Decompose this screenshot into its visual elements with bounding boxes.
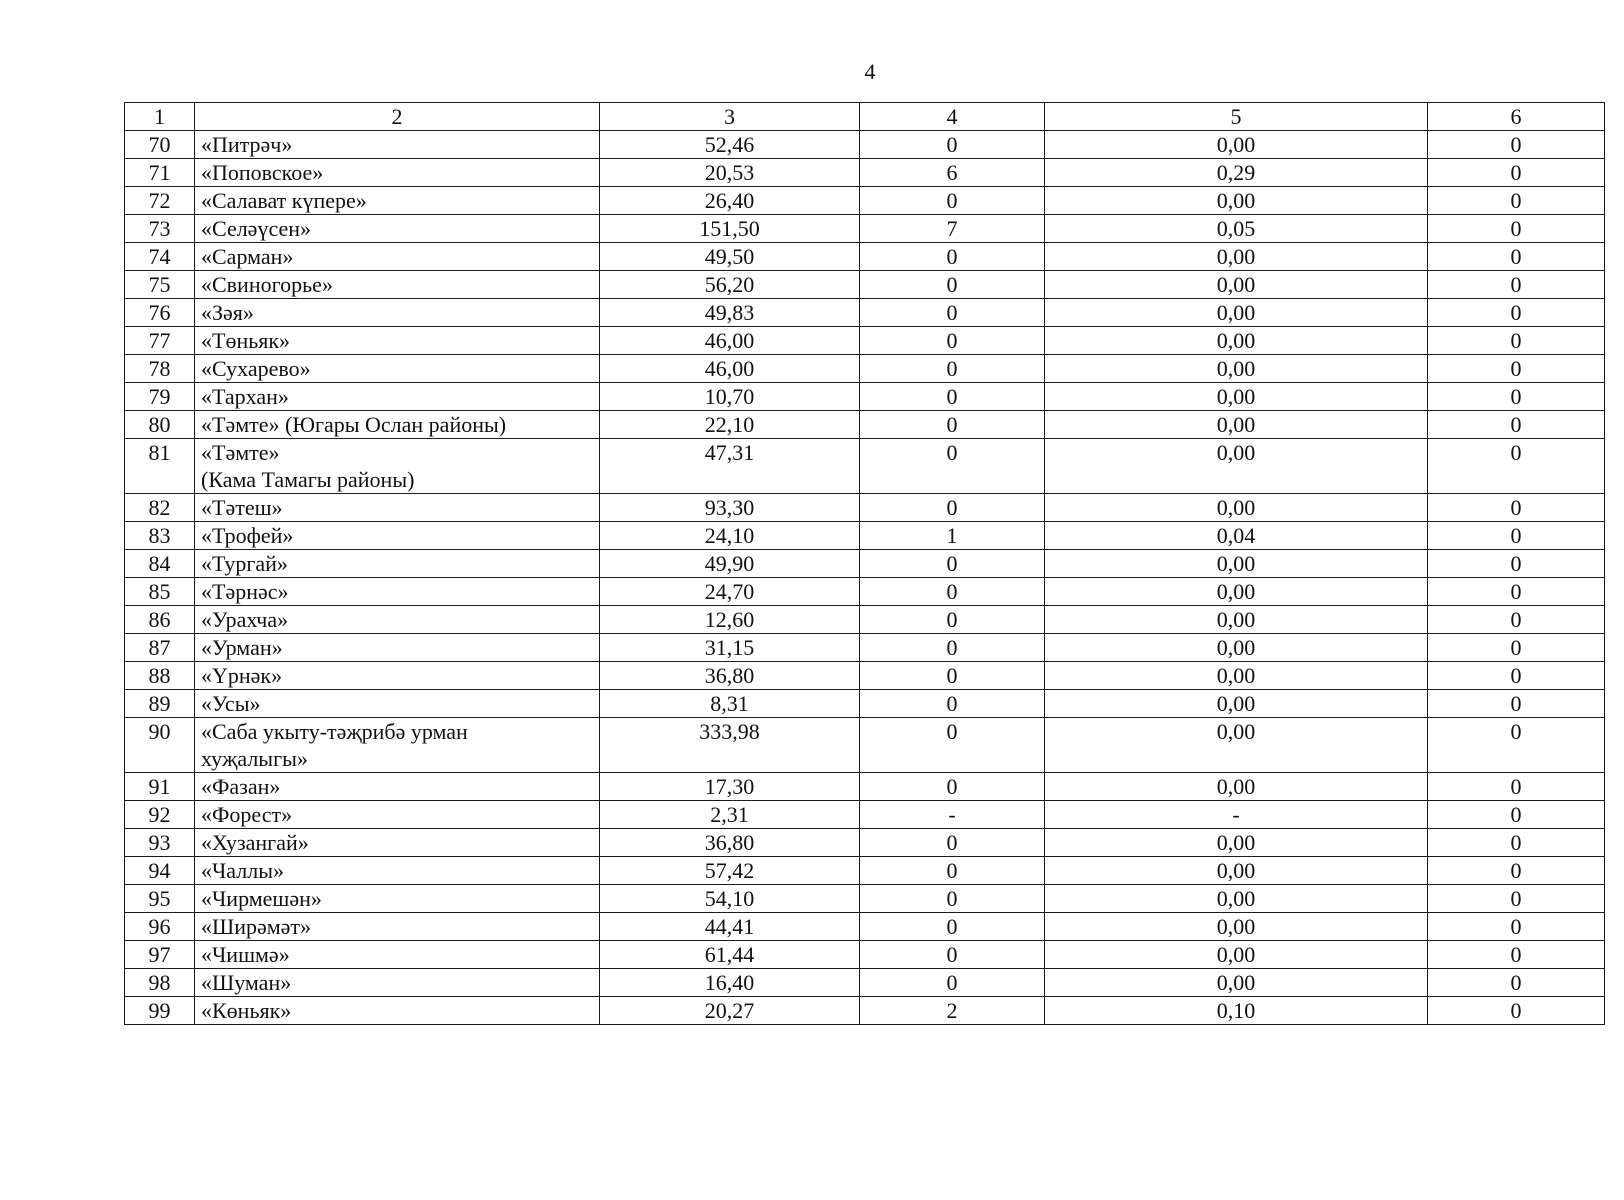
column-3-cell: 54,10: [600, 885, 860, 913]
column-6-cell: 0: [1428, 243, 1605, 271]
row-number-cell: 82: [125, 494, 195, 522]
table-row: [125, 969, 1605, 997]
name-cell: «Тәмте» (Югары Ослан районы): [195, 411, 600, 439]
name-cell: «Сухарево»: [195, 355, 600, 383]
column-6-cell: 0: [1428, 606, 1605, 634]
table-row: [125, 941, 1605, 969]
header-cell-3: 3: [600, 103, 860, 131]
row-number-cell: 81: [125, 439, 195, 494]
name-cell: «Поповское»: [195, 159, 600, 187]
row-number-cell: 86: [125, 606, 195, 634]
column-3-cell: 93,30: [600, 494, 860, 522]
column-4-cell: 0: [860, 327, 1045, 355]
column-5-cell: 0,00: [1045, 606, 1428, 634]
column-4-cell: 0: [860, 634, 1045, 662]
table-row: [125, 271, 1605, 299]
column-4-cell: 6: [860, 159, 1045, 187]
table-header-row: [125, 103, 1605, 131]
column-4-cell: 0: [860, 773, 1045, 801]
column-5-cell: 0,00: [1045, 327, 1428, 355]
column-3-cell: 36,80: [600, 662, 860, 690]
column-3-cell: 44,41: [600, 913, 860, 941]
column-4-cell: 0: [860, 131, 1045, 159]
column-4-cell: 0: [860, 662, 1045, 690]
header-cell-5: 5: [1045, 103, 1428, 131]
table-row: [125, 801, 1605, 829]
header-cell-1: 1: [125, 103, 195, 131]
column-3-cell: 10,70: [600, 383, 860, 411]
table-row: [125, 857, 1605, 885]
column-4-cell: 0: [860, 187, 1045, 215]
table-row: [125, 243, 1605, 271]
table-body: [125, 103, 1605, 1025]
row-number-cell: 97: [125, 941, 195, 969]
row-number-cell: 78: [125, 355, 195, 383]
column-6-cell: 0: [1428, 187, 1605, 215]
table-row: [125, 411, 1605, 439]
column-4-cell: 0: [860, 969, 1045, 997]
name-cell: «Сарман»: [195, 243, 600, 271]
column-6-cell: 0: [1428, 773, 1605, 801]
column-5-cell: 0,00: [1045, 411, 1428, 439]
column-4-cell: 0: [860, 690, 1045, 718]
table-row: [125, 131, 1605, 159]
column-4-cell: 0: [860, 885, 1045, 913]
column-4-cell: 1: [860, 522, 1045, 550]
column-6-cell: 0: [1428, 997, 1605, 1025]
column-6-cell: 0: [1428, 941, 1605, 969]
name-cell: «Тургай»: [195, 550, 600, 578]
table-row: [125, 187, 1605, 215]
row-number-cell: 98: [125, 969, 195, 997]
column-3-cell: 56,20: [600, 271, 860, 299]
name-cell: «Ширәмәт»: [195, 913, 600, 941]
column-6-cell: 0: [1428, 885, 1605, 913]
name-cell: «Урахча»: [195, 606, 600, 634]
name-cell: «Тәрнәс»: [195, 578, 600, 606]
name-line-2: (Кама Тамагы районы): [201, 467, 415, 492]
row-number-cell: 84: [125, 550, 195, 578]
column-5-cell: 0,00: [1045, 969, 1428, 997]
column-4-cell: 0: [860, 243, 1045, 271]
name-cell: «Свиногорье»: [195, 271, 600, 299]
column-3-cell: 49,50: [600, 243, 860, 271]
column-4-cell: 0: [860, 494, 1045, 522]
column-3-cell: 22,10: [600, 411, 860, 439]
column-3-cell: 20,27: [600, 997, 860, 1025]
table-row: [125, 494, 1605, 522]
name-cell: «Тәтеш»: [195, 494, 600, 522]
column-3-cell: 57,42: [600, 857, 860, 885]
header-cell-4: 4: [860, 103, 1045, 131]
column-4-cell: 0: [860, 271, 1045, 299]
column-6-cell: 0: [1428, 494, 1605, 522]
column-5-cell: 0,00: [1045, 718, 1428, 773]
column-3-cell: 36,80: [600, 829, 860, 857]
row-number-cell: 90: [125, 718, 195, 773]
table-row: [125, 327, 1605, 355]
column-3-cell: 49,90: [600, 550, 860, 578]
column-6-cell: 0: [1428, 355, 1605, 383]
name-cell: «Зәя»: [195, 299, 600, 327]
row-number-cell: 74: [125, 243, 195, 271]
row-number-cell: 91: [125, 773, 195, 801]
column-4-cell: 0: [860, 606, 1045, 634]
column-3-cell: 24,70: [600, 578, 860, 606]
row-number-cell: 89: [125, 690, 195, 718]
table-row: [125, 885, 1605, 913]
name-cell: «Хузангай»: [195, 829, 600, 857]
table-row: [125, 578, 1605, 606]
column-5-cell: 0,00: [1045, 662, 1428, 690]
column-5-cell: 0,00: [1045, 885, 1428, 913]
column-5-cell: 0,00: [1045, 578, 1428, 606]
row-number-cell: 80: [125, 411, 195, 439]
column-4-cell: 0: [860, 578, 1045, 606]
column-6-cell: 0: [1428, 411, 1605, 439]
column-6-cell: 0: [1428, 969, 1605, 997]
row-number-cell: 99: [125, 997, 195, 1025]
column-5-cell: 0,00: [1045, 550, 1428, 578]
name-cell: «Селәүсен»: [195, 215, 600, 243]
column-3-cell: 17,30: [600, 773, 860, 801]
table-row: [125, 355, 1605, 383]
name-cell: «Үрнәк»: [195, 662, 600, 690]
column-5-cell: 0,00: [1045, 383, 1428, 411]
column-3-cell: 47,31: [600, 439, 860, 494]
column-4-cell: 0: [860, 913, 1045, 941]
column-4-cell: 0: [860, 829, 1045, 857]
column-3-cell: 61,44: [600, 941, 860, 969]
table-row: [125, 215, 1605, 243]
column-5-cell: 0,00: [1045, 829, 1428, 857]
column-5-cell: 0,00: [1045, 941, 1428, 969]
column-5-cell: 0,10: [1045, 997, 1428, 1025]
column-4-cell: 0: [860, 941, 1045, 969]
table-row: [125, 159, 1605, 187]
column-3-cell: 46,00: [600, 355, 860, 383]
column-3-cell: 52,46: [600, 131, 860, 159]
column-6-cell: 0: [1428, 801, 1605, 829]
column-3-cell: 8,31: [600, 690, 860, 718]
column-6-cell: 0: [1428, 662, 1605, 690]
name-cell: «Фазан»: [195, 773, 600, 801]
row-number-cell: 85: [125, 578, 195, 606]
column-4-cell: 0: [860, 383, 1045, 411]
name-cell: «Усы»: [195, 690, 600, 718]
column-5-cell: 0,00: [1045, 634, 1428, 662]
column-4-cell: 0: [860, 718, 1045, 773]
column-3-cell: 12,60: [600, 606, 860, 634]
column-3-cell: 31,15: [600, 634, 860, 662]
name-cell: «Чирмешән»: [195, 885, 600, 913]
row-number-cell: 83: [125, 522, 195, 550]
row-number-cell: 88: [125, 662, 195, 690]
column-6-cell: 0: [1428, 159, 1605, 187]
row-number-cell: 70: [125, 131, 195, 159]
page-number: 4: [864, 59, 876, 84]
table-row: [125, 522, 1605, 550]
table-row: [125, 383, 1605, 411]
row-number-cell: 87: [125, 634, 195, 662]
name-cell: «Чишмә»: [195, 941, 600, 969]
column-6-cell: 0: [1428, 634, 1605, 662]
name-cell: «Шуман»: [195, 969, 600, 997]
header-cell-2: 2: [195, 103, 600, 131]
column-3-cell: 2,31: [600, 801, 860, 829]
row-number-cell: 94: [125, 857, 195, 885]
column-4-cell: 2: [860, 997, 1045, 1025]
table-row: [125, 913, 1605, 941]
row-number-cell: 73: [125, 215, 195, 243]
row-number-cell: 75: [125, 271, 195, 299]
row-number-cell: 72: [125, 187, 195, 215]
name-cell: «Көньяк»: [195, 997, 600, 1025]
column-3-cell: 49,83: [600, 299, 860, 327]
column-6-cell: 0: [1428, 271, 1605, 299]
name-cell: «Тархан»: [195, 383, 600, 411]
column-5-cell: 0,00: [1045, 355, 1428, 383]
column-5-cell: 0,00: [1045, 690, 1428, 718]
table-row: [125, 997, 1605, 1025]
name-cell: [195, 439, 600, 494]
name-cell: «Салават күпере»: [195, 187, 600, 215]
column-5-cell: 0,00: [1045, 773, 1428, 801]
name-cell: «Төньяк»: [195, 327, 600, 355]
table-row: [125, 606, 1605, 634]
table-row: [125, 690, 1605, 718]
name-cell: «Форест»: [195, 801, 600, 829]
column-5-cell: 0,00: [1045, 187, 1428, 215]
row-number-cell: 95: [125, 885, 195, 913]
row-number-cell: 76: [125, 299, 195, 327]
column-5-cell: 0,00: [1045, 299, 1428, 327]
name-cell: [195, 718, 600, 773]
name-line-1: «Тәмте»: [201, 440, 280, 465]
column-5-cell: 0,00: [1045, 857, 1428, 885]
name-cell: «Трофей»: [195, 522, 600, 550]
column-6-cell: 0: [1428, 439, 1605, 494]
column-3-cell: 151,50: [600, 215, 860, 243]
column-4-cell: 0: [860, 411, 1045, 439]
column-6-cell: 0: [1428, 718, 1605, 773]
column-5-cell: 0,04: [1045, 522, 1428, 550]
column-6-cell: 0: [1428, 327, 1605, 355]
column-6-cell: 0: [1428, 578, 1605, 606]
table-row: [125, 662, 1605, 690]
column-5-cell: 0,00: [1045, 494, 1428, 522]
table-row: [125, 299, 1605, 327]
name-cell: «Чаллы»: [195, 857, 600, 885]
table-row: [125, 718, 1605, 773]
table-row: [125, 634, 1605, 662]
column-4-cell: 0: [860, 299, 1045, 327]
column-4-cell: 0: [860, 550, 1045, 578]
column-6-cell: 0: [1428, 299, 1605, 327]
name-cell: «Питрәч»: [195, 131, 600, 159]
data-table: [124, 102, 1605, 1025]
column-6-cell: 0: [1428, 690, 1605, 718]
table-row: [125, 439, 1605, 494]
row-number-cell: 96: [125, 913, 195, 941]
column-4-cell: 0: [860, 355, 1045, 383]
column-6-cell: 0: [1428, 550, 1605, 578]
name-line-1: «Саба укыту-тәҗрибә урман: [201, 719, 468, 744]
column-6-cell: 0: [1428, 913, 1605, 941]
column-6-cell: 0: [1428, 383, 1605, 411]
column-3-cell: 26,40: [600, 187, 860, 215]
column-3-cell: 16,40: [600, 969, 860, 997]
column-5-cell: 0,29: [1045, 159, 1428, 187]
column-5-cell: 0,00: [1045, 131, 1428, 159]
column-6-cell: 0: [1428, 857, 1605, 885]
column-3-cell: 333,98: [600, 718, 860, 773]
header-cell-6: 6: [1428, 103, 1605, 131]
column-3-cell: 46,00: [600, 327, 860, 355]
column-5-cell: 0,00: [1045, 243, 1428, 271]
table-row: [125, 829, 1605, 857]
row-number-cell: 77: [125, 327, 195, 355]
column-4-cell: 0: [860, 857, 1045, 885]
name-cell: «Урман»: [195, 634, 600, 662]
table-row: [125, 773, 1605, 801]
name-line-2: хуҗалыгы»: [201, 746, 308, 771]
table-row: [125, 550, 1605, 578]
column-4-cell: 0: [860, 439, 1045, 494]
column-5-cell: 0,05: [1045, 215, 1428, 243]
row-number-cell: 92: [125, 801, 195, 829]
column-6-cell: 0: [1428, 829, 1605, 857]
column-5-cell: 0,00: [1045, 271, 1428, 299]
column-5-cell: -: [1045, 801, 1428, 829]
column-6-cell: 0: [1428, 215, 1605, 243]
column-6-cell: 0: [1428, 522, 1605, 550]
row-number-cell: 93: [125, 829, 195, 857]
column-5-cell: 0,00: [1045, 439, 1428, 494]
column-6-cell: 0: [1428, 131, 1605, 159]
column-3-cell: 24,10: [600, 522, 860, 550]
row-number-cell: 71: [125, 159, 195, 187]
column-3-cell: 20,53: [600, 159, 860, 187]
row-number-cell: 79: [125, 383, 195, 411]
column-4-cell: -: [860, 801, 1045, 829]
column-5-cell: 0,00: [1045, 913, 1428, 941]
column-4-cell: 7: [860, 215, 1045, 243]
